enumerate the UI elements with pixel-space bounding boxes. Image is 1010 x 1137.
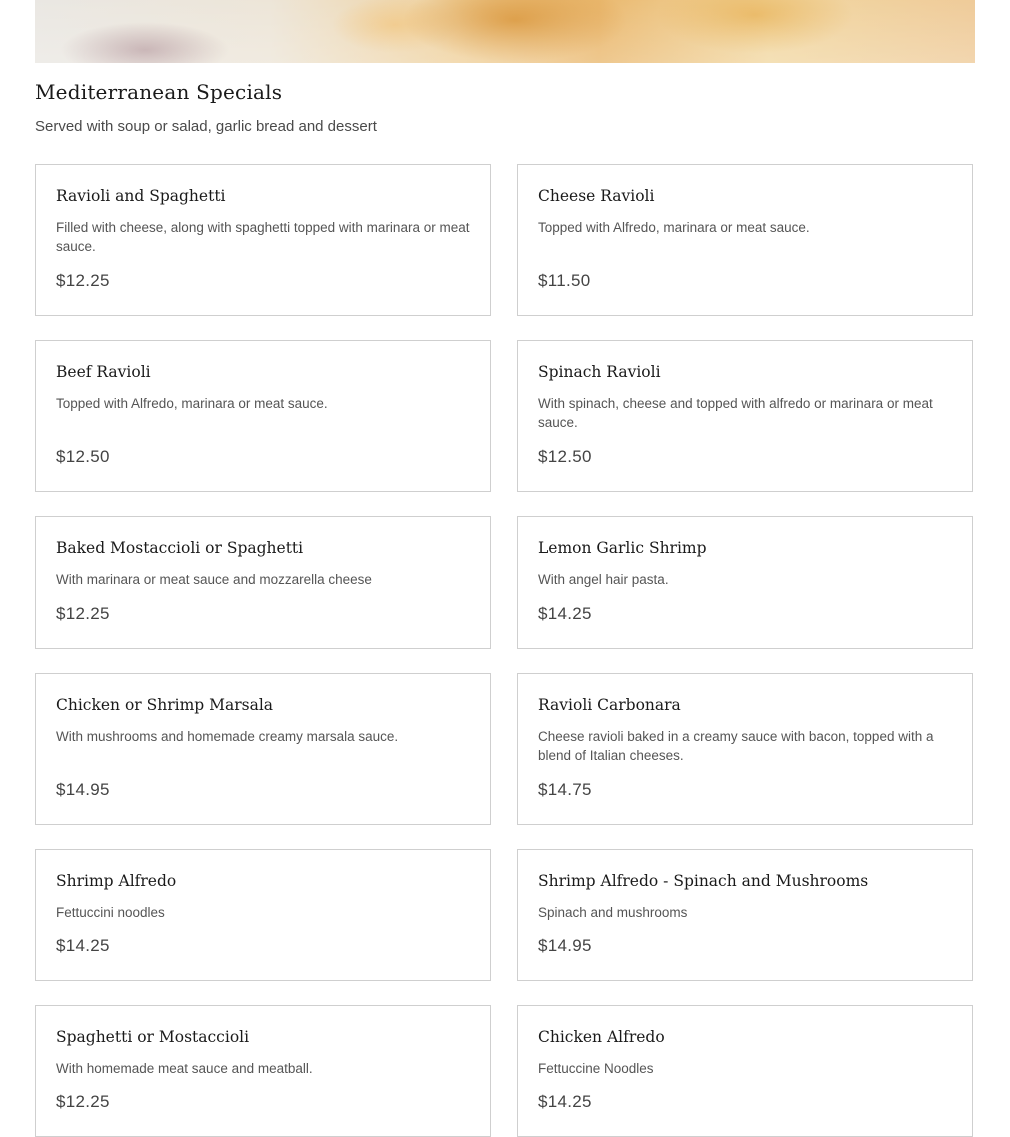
menu-item-price: $14.95: [56, 780, 110, 799]
menu-item-description: With marinara or meat sauce and mozzarella cheese: [56, 572, 372, 587]
menu-item-card[interactable]: [517, 673, 973, 825]
menu-item-card[interactable]: [35, 516, 491, 649]
menu-item-description: Topped with Alfredo, marinara or meat sauce.: [538, 220, 810, 235]
menu-item-price: $14.75: [538, 780, 592, 799]
menu-item-description: Topped with Alfredo, marinara or meat sauce.: [56, 396, 328, 411]
menu-item-price: $12.25: [56, 1092, 110, 1111]
menu-item-description: Spinach and mushrooms: [538, 905, 688, 920]
menu-item-name: Lemon Garlic Shrimp: [538, 539, 707, 557]
menu-item-price: $14.95: [538, 936, 592, 955]
menu-item-name: Spaghetti or Mostaccioli: [56, 1028, 250, 1046]
menu-item-name: Beef Ravioli: [56, 363, 151, 381]
menu-item-card[interactable]: [35, 164, 491, 316]
menu-item-name: Chicken Alfredo: [538, 1028, 665, 1046]
menu-item-name: Ravioli Carbonara: [538, 696, 681, 714]
menu-item-price: $14.25: [538, 1092, 592, 1111]
menu-item-name: Ravioli and Spaghetti: [56, 187, 226, 205]
menu-item-price: $14.25: [56, 936, 110, 955]
menu-item-card[interactable]: [517, 164, 973, 316]
hero-image: [35, 0, 975, 63]
menu-item-price: $11.50: [538, 271, 591, 290]
menu-item-price: $12.25: [56, 271, 110, 290]
menu-item-description: With mushrooms and homemade creamy marsala sauce.: [56, 729, 399, 744]
menu-item-card[interactable]: [517, 340, 973, 492]
menu-item-price: $12.50: [56, 447, 110, 466]
menu-item-description: Fettuccini noodles: [56, 905, 165, 920]
menu-item-price: $12.50: [538, 447, 592, 466]
menu-item-name: Shrimp Alfredo - Spinach and Mushrooms: [538, 872, 869, 890]
menu-item-name: Spinach Ravioli: [538, 363, 661, 381]
menu-item-card[interactable]: [35, 1005, 491, 1137]
menu-item-card[interactable]: [35, 673, 491, 825]
menu-item-price: $12.25: [56, 604, 110, 623]
menu-item-description: Cheese ravioli baked in a creamy sauce with bacon, topped with a blend of Italian cheeses.: [538, 729, 934, 763]
menu-item-name: Chicken or Shrimp Marsala: [56, 696, 274, 714]
menu-item-description: Fettuccine Noodles: [538, 1061, 654, 1076]
menu-item-card[interactable]: [35, 849, 491, 981]
menu-item-name: Shrimp Alfredo: [56, 872, 177, 890]
hero-overlay: [35, 0, 975, 63]
menu-item-price: $14.25: [538, 604, 592, 623]
menu-item-card[interactable]: [517, 849, 973, 981]
section-title: Mediterranean Specials: [35, 80, 283, 104]
menu-item-card[interactable]: [517, 1005, 973, 1137]
menu-item-description: With angel hair pasta.: [538, 572, 669, 587]
section-subtitle: Served with soup or salad, garlic bread and dessert: [35, 118, 377, 135]
menu-item-name: Baked Mostaccioli or Spaghetti: [56, 539, 304, 557]
menu-item-description: With homemade meat sauce and meatball.: [56, 1061, 313, 1076]
menu-item-name: Cheese Ravioli: [538, 187, 655, 205]
menu-item-description: Filled with cheese, along with spaghetti topped with marinara or meat sauce.: [56, 220, 470, 254]
menu-item-card[interactable]: [35, 340, 491, 492]
menu-item-description: With spinach, cheese and topped with alfredo or marinara or meat sauce.: [538, 396, 933, 430]
menu-item-card[interactable]: [517, 516, 973, 649]
